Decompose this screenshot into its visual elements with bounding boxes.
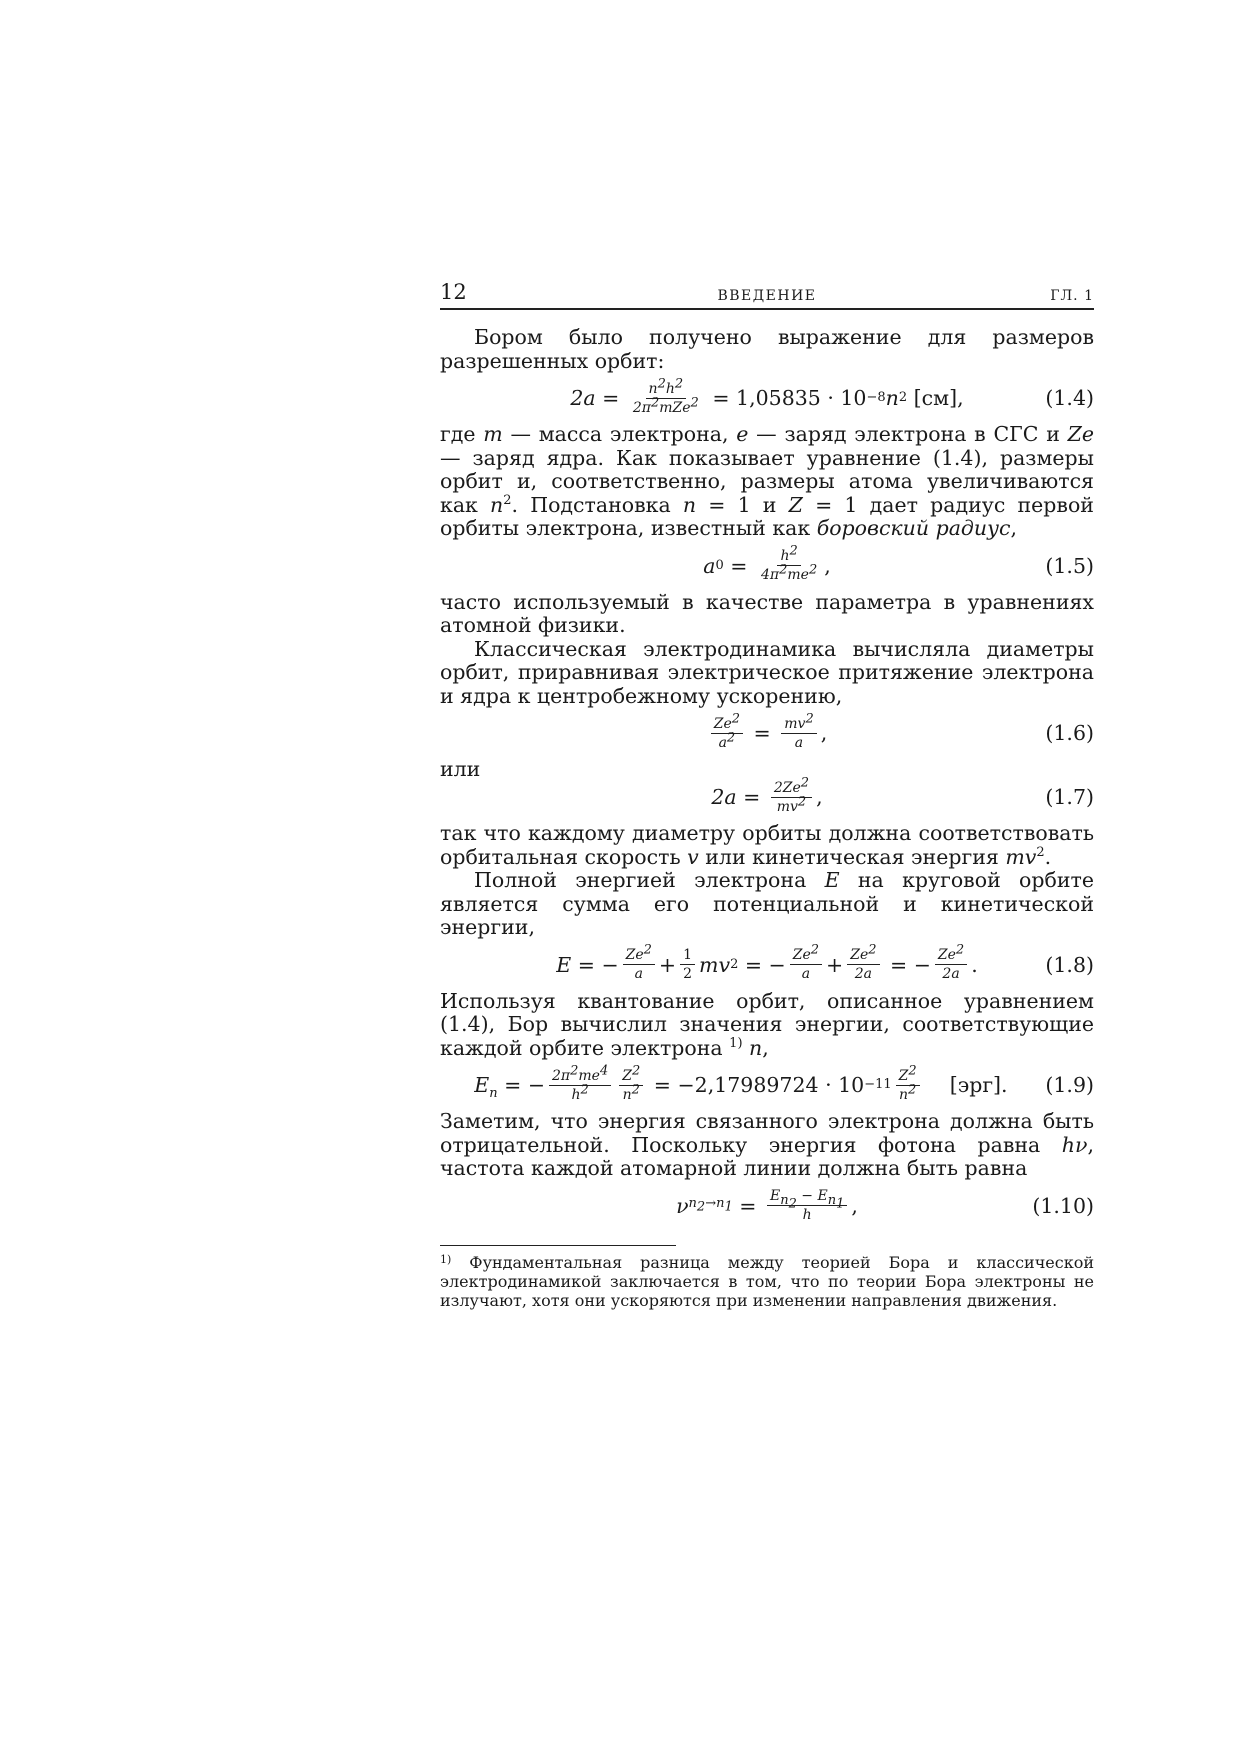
emphasis-term: боровский радиус (816, 516, 1011, 540)
footnote (440, 1250, 1094, 1310)
equation-number: (1.7) (1045, 785, 1094, 809)
footnote-rule (440, 1245, 676, 1246)
equation-1-6: $\frac{Ze^2}{a^2}$ = $\frac{mv^2}{a}$ , (1.6) (440, 708, 1094, 758)
fraction: $\frac{2Ze^2}{mv^2}$ (771, 780, 812, 815)
equation-number: (1.10) (1032, 1193, 1094, 1218)
equation-1-8: E = − $\frac{Ze^2}{a}$ + $\frac{1}{2}$ mv 2 = − $\frac{Ze^2}{a}$ + $\frac{Ze^2}{2a}$ = − $\frac{Ze^2}{2a}$ . (1.8) (556, 942, 1094, 982)
paragraph-7: Полной энергией электрона E на круговой орбите является сумма его потенциальной и кинетической энергии, (440, 868, 1094, 939)
fraction: $\frac{Ze^2}{a}$ (790, 947, 822, 982)
paragraph-8: Используя квантование орбит, описанное уравнением (1.4), Бор вычислил значения энергии, соответствующие каждой орбите электрона $^{1)}$ n, (440, 988, 1094, 1060)
equation-number: (1.5) (1045, 553, 1094, 578)
eq-value: = 1,05835 · 10 (712, 386, 867, 410)
fraction: $\frac{n^2h^2}{2\pi^2mZe^2}$ (632, 375, 699, 416)
fraction: $\frac{Z^2}{n^2}$ (619, 1068, 643, 1103)
running-title: ВВЕДЕНИЕ (717, 288, 817, 304)
fraction: $\frac{E_{n_2} - E_{n_1}}{h}$ (767, 1188, 847, 1223)
equation-1-9: $E_n$ = − $\frac{2\pi^2me^4}{h^2}$ $\frac{Z^2}{n^2}$ = −2,17989724 · 10 −11 $\frac{Z^2}{n^2}$ [эрг]. (1.9) (474, 1062, 1094, 1103)
paragraph-5: или (440, 757, 481, 781)
fraction: $\frac{Z^2}{n^2}$ (896, 1068, 920, 1103)
fraction: $\frac{h^2}{4\pi^2me^2}$ (760, 543, 818, 583)
fraction: $\frac{mv^2}{a}$ (781, 716, 816, 751)
footnote-mark: 1) (440, 1252, 452, 1266)
equation-number: (1.8) (1045, 952, 1094, 977)
fraction: $\frac{Ze^2}{a}$ (623, 947, 655, 982)
paragraph-1: Бором было получено выражение для размеров разрешенных орбит: (440, 325, 1094, 373)
eq-value: = −2,17989724 · 10 (653, 1073, 865, 1097)
equation-1-5: a 0 = $\frac{h^2}{4\pi^2me^2}$ , (1.5) (703, 543, 1094, 583)
chapter-label: ГЛ. 1 (1050, 288, 1094, 304)
paragraph-6: так что каждому диаметру орбиты должна соответствовать орбитальная скорость v или кинетическая энергия $mv^2$. (440, 821, 1094, 869)
paragraph-2: где m — масса электрона, e — заряд электрона в СГС и Ze — заряд ядра. Как показывает уравнение (1.4), размеры орбит и, соответственно, размеры атома увеличиваются как $n^2$. Подстановка n = 1 и Z = 1 дает радиус первой орбиты электрона, известный как боровский радиус, (440, 422, 1095, 540)
fraction: $\frac{Ze^2}{2a}$ (847, 947, 879, 982)
equation-1-10: ν $n_2\to n_1$ = $\frac{E_{n_2} - E_{n_1}}{h}$ , (1.10) (676, 1187, 1094, 1224)
page-number: 12 (440, 280, 467, 304)
footnote-text: Фундаментальная разница между теорией Бора и классической электродинамикой заключается в том, что по теории Бора электроны не излучают, хотя они ускоряются при изменении направления движения. (440, 1252, 1095, 1310)
eq-unit: [эрг]. (949, 1073, 1008, 1097)
book-page (440, 282, 1094, 1310)
eq-unit: [см], (913, 386, 964, 410)
footnote-ref[interactable]: 1) (729, 1035, 743, 1051)
equation-1-7: 2a = $\frac{2Ze^2}{mv^2}$ , (1.7) (711, 774, 1094, 815)
paragraph-3: часто используемый в качестве параметра в уравнениях атомной физики. (440, 589, 1094, 637)
fraction: $\frac{2\pi^2me^4}{h^2}$ (549, 1068, 611, 1103)
fraction: $\frac{1}{2}$ (680, 947, 695, 982)
equation-number: (1.4) (1045, 386, 1094, 410)
equation-number: (1.9) (1045, 1073, 1094, 1097)
equation-number: (1.6) (1045, 721, 1094, 745)
fraction: $\frac{Ze^2}{a^2}$ (711, 716, 743, 751)
paragraph-9: Заметим, что энергия связанного электрона должна быть отрицательной. Поскольку энергия фотона равна hν, частота каждой атомарной линии должна быть равна (440, 1109, 1094, 1180)
paragraph-4: Классическая электродинамика вычисляла диаметры орбит, приравнивая электрическое притяжение электрона и ядра к центробежному ускорению, (440, 636, 1094, 708)
running-header (440, 282, 1094, 310)
equation-1-4: 2a = $\frac{n^2h^2}{2\pi^2mZe^2}$ = 1,05835 · 10 −8 n 2 [см], (1.4) (570, 375, 1094, 416)
fraction: $\frac{Ze^2}{2a}$ (935, 947, 967, 982)
